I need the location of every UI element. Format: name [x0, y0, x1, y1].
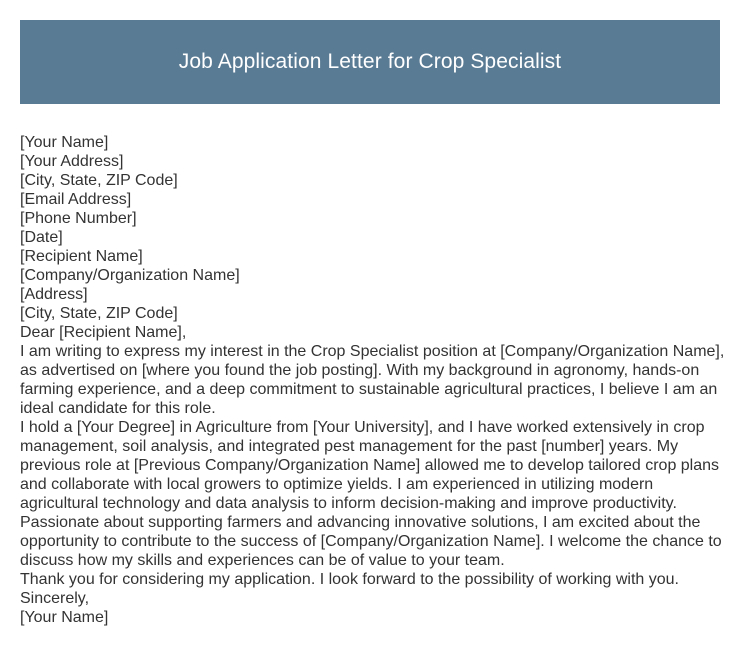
recipient-block — [20, 247, 730, 323]
recipient-address: [Address] — [20, 286, 88, 303]
sender-email: [Email Address] — [20, 191, 132, 208]
closing: Sincerely, — [20, 590, 90, 607]
sender-phone: [Phone Number] — [20, 210, 137, 227]
recipient-organization: [Company/Organization Name] — [20, 267, 240, 284]
paragraph-qualifications: I hold a [Your Degree] in Agriculture from [Your University], and I have worked extensively in crop management, soil analysis, and integrated pest management for the past [number] years. My previous role at [Previous Company/Organization Name] allowed me to develop tailored crop plans and collaborate with local growers to optimize yields. I am experienced in utilizing modern agricultural technology and data analysis to inform decision-making and improve productivity. — [20, 419, 720, 512]
paragraph-motivation: Passionate about supporting farmers and advancing innovative solutions, I am excited about the opportunity to contribute to the success of [Company/Organization Name]. I welcome the chance to discuss how my skills and experiences can be of value to your team. — [20, 514, 722, 569]
salutation: Dear [Recipient Name], — [20, 324, 187, 341]
letter-header-banner — [20, 20, 720, 104]
sender-address: [Your Address] — [20, 153, 124, 170]
paragraph-intro: I am writing to express my interest in the Crop Specialist position at [Company/Organization Name], as advertised on [where you found the job posting]. With my background in agronomy, hands-on farming experience, and a deep commitment to sustainable agricultural practices, I believe I am an ideal candidate for this role. — [20, 343, 725, 417]
letter-body — [20, 133, 730, 627]
sender-name: [Your Name] — [20, 134, 109, 151]
page-title: Job Application Letter for Crop Specialist — [178, 50, 562, 73]
sender-city-state-zip: [City, State, ZIP Code] — [20, 172, 178, 189]
letter-date: [Date] — [20, 229, 63, 246]
recipient-name: [Recipient Name] — [20, 248, 143, 265]
recipient-city-state-zip: [City, State, ZIP Code] — [20, 305, 178, 322]
signature: [Your Name] — [20, 609, 109, 626]
paragraph-thanks: Thank you for considering my application. I look forward to the possibility of working with you. — [20, 571, 679, 588]
sender-block — [20, 133, 730, 247]
